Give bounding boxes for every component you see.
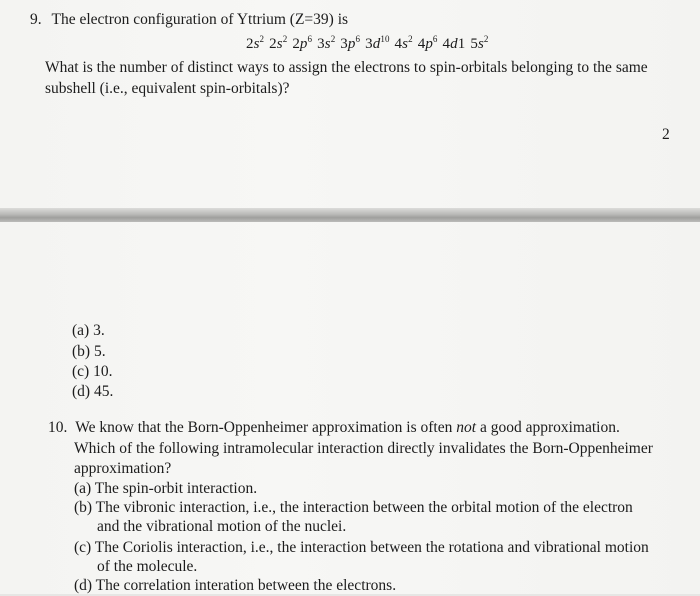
q10-option-b-line1: (b) The vibronic interaction, i.e., the interaction between the orbital motion of the electron	[74, 499, 633, 516]
q9-option-c: (c) 10.	[72, 363, 113, 380]
q9-question-line2: subshell (i.e., equivalent spin-orbitals)?	[45, 80, 290, 97]
q10-option-b-line2: and the vibrational motion of the nuclei.	[97, 518, 347, 535]
config-term: $3s^2$	[317, 34, 336, 52]
config-term: $2s^2$	[269, 34, 288, 52]
q9-question-line1: What is the number of distinct ways to assign the electrons to spin-orbitals belonging to the same	[45, 59, 648, 76]
config-term: $2s^2$	[246, 34, 265, 52]
q9-option-a: (a) 3.	[72, 322, 105, 339]
q9-heading	[30, 10, 348, 30]
config-superscript: 2	[330, 34, 336, 44]
config-term: $3p^6$	[340, 34, 361, 52]
q10-line2: Which of the following intramolecular interaction directly invalidates the Born-Oppenheimer	[74, 440, 653, 457]
q10-option-d: (d) The correlation interation between the electrons.	[74, 577, 397, 594]
q10-number: 10.	[48, 419, 68, 436]
config-term: 4d1	[442, 36, 466, 52]
config-superscript: 2	[282, 34, 288, 44]
page-top	[0, 0, 700, 210]
config-superscript: 2	[483, 34, 489, 44]
config-superscript: 6	[355, 34, 361, 44]
q10-option-c-line2: of the molecule.	[97, 558, 198, 575]
config-term: $3d^{10}$	[365, 34, 390, 52]
config-superscript: 2	[408, 34, 413, 44]
config-term: $4s^2$	[394, 34, 413, 52]
config-superscript: 2	[259, 34, 265, 44]
config-term: $5s^2$	[470, 34, 489, 52]
q10-option-c-line1: (c) The Coriolis interaction, i.e., the interaction between the rotationa and vibrational motion	[74, 539, 649, 556]
q10-line1	[48, 418, 620, 438]
electron-configuration	[246, 34, 489, 54]
config-superscript: 6	[432, 34, 438, 44]
q10-line3: approximation?	[74, 460, 172, 477]
config-term: $2p^6$	[292, 34, 313, 52]
config-superscript: 10	[380, 34, 390, 44]
page-number: 2	[662, 126, 670, 143]
q9-title: The electron configuration of Yttrium (Z=39) is	[51, 11, 349, 28]
config-superscript: 6	[307, 34, 313, 44]
q9-option-d: (d) 45.	[72, 383, 114, 400]
q9-option-b: (b) 5.	[72, 343, 106, 360]
q10-line1-emphasis: not	[456, 419, 477, 436]
config-term: $4p^6$	[417, 34, 438, 52]
q10-line1-post: a good approximation.	[476, 419, 620, 436]
q9-number: 9.	[30, 11, 42, 28]
q10-line1-pre: We know that the Born-Oppenheimer approximation is often	[75, 419, 457, 436]
q10-option-a: (a) The spin-orbit interaction.	[74, 480, 258, 497]
